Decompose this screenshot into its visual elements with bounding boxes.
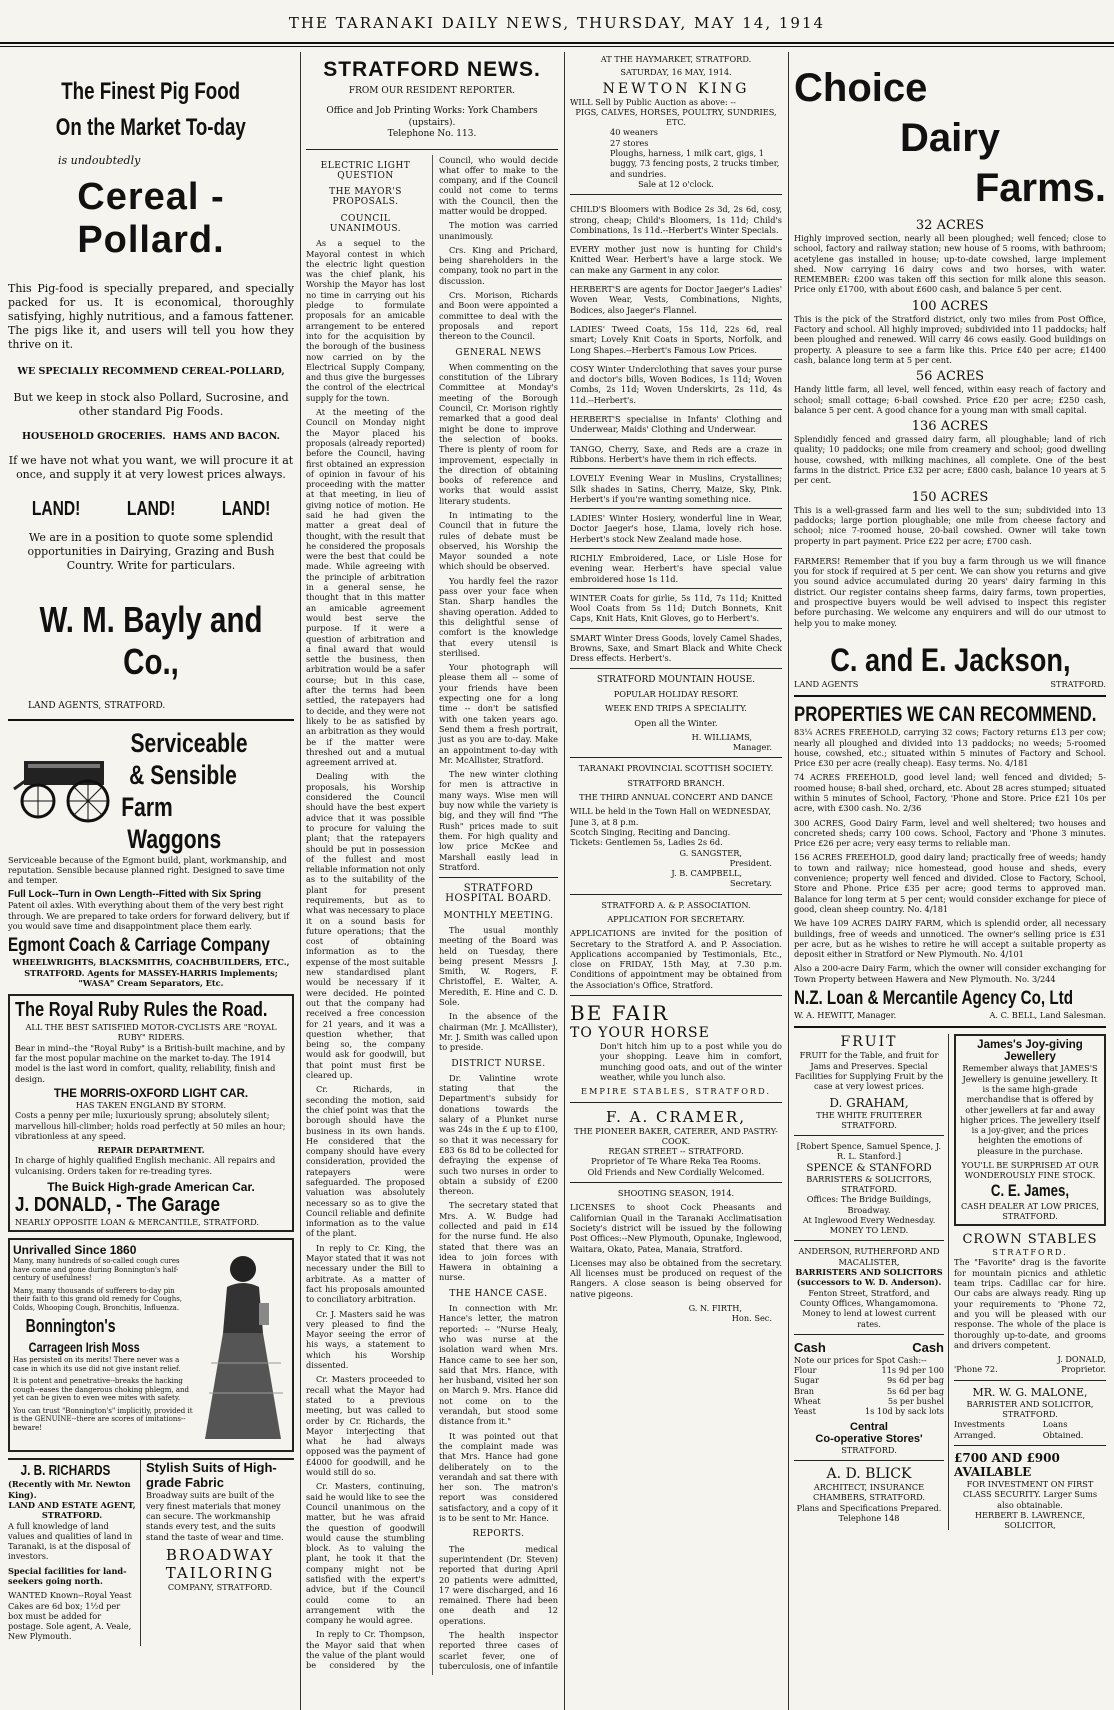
hams-bacon: HAMS AND BACON.: [172, 431, 280, 442]
herbert-ad: HERBERT'S specialise in Infants' Clothing and Underwear, Maids' Clothing and Underwear.: [570, 410, 782, 440]
blick: A. D. BLICK: [826, 1465, 912, 1482]
auction-date: SATURDAY, 16 MAY, 1914.: [620, 67, 732, 78]
pig-food-stock: But we keep in stock also Pollard, Sucrosine, and other standard Pig Foods.: [13, 391, 289, 418]
farms: Farms.: [974, 166, 1106, 210]
pig-food-recommend: WE SPECIALLY RECOMMEND CEREAL-POLLARD,: [17, 366, 285, 377]
crown-proprietor: Proprietor.: [1061, 1364, 1106, 1375]
jackson-stratford: STRATFORD.: [1050, 678, 1106, 689]
cash-left: Cash: [794, 1339, 826, 1355]
mayor-proposals-heading: THE MAYOR'S PROPOSALS.: [329, 187, 402, 208]
weekend-trips: WEEK END TRIPS A SPECIALITY.: [604, 703, 748, 714]
crown-stables: CROWN STABLES: [962, 1232, 1098, 1248]
firth: G. N. FIRTH,: [688, 1303, 742, 1314]
property-listing: 300 ACRES, Good Dairy Farm, level and well sheltered; two houses and concreted sheds; carry 100 cows. School, Factory and 'Phone 3 minutes. Price £26 per acre; very easy terms to reliable man.: [794, 817, 1106, 849]
royal-ruby-body: Bear in mind--the "Royal Ruby" is a British-built machine, and by far the most popular machine on the market to-day. The 1914 model is the last word in comfort, quality, reliability, finish and design.: [15, 1042, 286, 1084]
hospital-board-heading: STRATFORD HOSPITAL BOARD.: [445, 883, 552, 905]
waggons-axles: Patent oil axles. With everything about them of the very best right through. We are prepared to take orders for forward delivery, but if you would save time and disappointment place them early.: [8, 900, 290, 931]
cramer: F. A. CRAMER,: [606, 1107, 746, 1126]
property-listing: 83¼ ACRES FREEHOLD, carrying 32 cows; Factory returns £13 per cow; nearly all ploughed and divided into 13 paddocks; no weeds; 5-roomed house, cowshed, etc.; situated within 5 minutes of Factory and School. Price £30 per acre (really cheap). Easy terms. No. 4/181: [794, 727, 1106, 769]
news-paragraph: Dealing with the proposals, his Worship considered the Council should have the best expert advice that it was possible to procure for valuing the plant; that the ratepayers should be put in possession of the fullest and most reliable information not only as to the suitability of the plant for present requirements, but as to what was necessary to place it on a sound basis for future operations; that the cost of obtaining information as to the expense of the most suitable new standardised plant would be necessary if it were decided. He pointed out that the company had received a free concession for 21 years, and it was a question whether, that being so, the company would ask for goodwill, but that point must first be cleared up.: [306, 771, 425, 1081]
news-paragraph: The new winter clothing for men is attractive in many ways. Wise men will buy now while the variety is big, and they will find "The Rush" prices made to suit them. For high quality and low price McKee and Marshall easily lead in Stratford.: [439, 769, 558, 872]
auction-lots: 40 weaners 27 stores Ploughs, harness, 1 milk cart, gigs, 1 buggy, 73 fencing posts, 2 trucks timber, and sundries.: [610, 127, 780, 179]
fruit-heading: FRUIT: [840, 1034, 898, 1051]
malone-investments: Investments Arranged.: [954, 1419, 1005, 1440]
open-winter: Open all the Winter.: [634, 717, 718, 728]
licenses-2: Licenses may also be obtained from the secretary. All licenses must be produced on request of the Rangers. A close season is being observed for native pigeons.: [570, 1257, 782, 1299]
herbert-ad: LOVELY Evening Wear in Muslins, Crystallines; Silk shades in Satins, Cherry, Maize, Sky, Pink. Herbert's if you're wanting something nice.: [570, 469, 782, 509]
waggon-illustration: [8, 731, 112, 835]
cash-right: Cash: [912, 1339, 944, 1355]
auction-items: PIGS, CALVES, HORSES, POULTRY, SUNDRIES, ETC.: [575, 106, 777, 128]
broadway-tailoring: BROADWAY TAILORING: [165, 1545, 275, 1582]
news-paragraph: In reply to Cr. Thompson, the Mayor said that when the value of the plant would be considered by the Council, who would decide what offer to make to the company, and if the Council could not come to terms with the Council, then the matter would be dropped.: [306, 154, 558, 1671]
crown-donald: J. DONALD,: [1057, 1354, 1106, 1365]
property-listing: We have 109 ACRES DAIRY FARM, which is splendid order, all necessary buildings, free of weeds and unnoticed. The owner's selling price is £31 per acre, but as he wishes to retire he will accept a suitable property as deposit either in Stratford or New Plymouth. No. 4/101: [794, 918, 1106, 960]
herbert-ad: LADIES' Winter Hosiery, wonderful line in Wear, Doctor Jaeger's hose, Llama, lovely rich hose. Herbert's stock New Zealand made hose.: [570, 509, 782, 549]
broadway-company: COMPANY, STRATFORD.: [167, 1581, 273, 1592]
land-heading: LAND!: [31, 498, 80, 520]
fruit-body: FRUIT for the Table, and fruit for Jams and Preserves. Special Facilities for Supplying Fruit by the case at very lowest prices.: [794, 1050, 944, 1092]
third-concert: THE THIRD ANNUAL CONCERT AND DANCE: [579, 792, 773, 803]
regan-street: REGAN STREET -- STRATFORD.: [608, 1146, 744, 1157]
column-advertisements-left: [8, 52, 294, 1710]
newton-body: WILL Sell by Public Auction as above: --: [570, 96, 736, 107]
herbert-ad: WINTER Coats for girlie, 5s 11d, 7s 11d; Knitted Wool Coats from 5s 11d; Dutch Bonnets, Knit Caps, Knit Hats, Knit Gloves, go to Herbert's.: [570, 589, 782, 629]
haymarket: AT THE HAYMARKET, STRATFORD.: [600, 54, 752, 64]
malone-loans: Loans Obtained.: [1042, 1419, 1084, 1440]
price-row: Bran 5s 6d per bag: [794, 1385, 944, 1396]
pioneer-baker: THE PIONEER BAKER, CATERER, AND PASTRY-COOK.: [574, 1125, 778, 1146]
bottom-ads: [8, 1458, 294, 1645]
herbert-ad: COSY Winter Underclothing that saves your purse and doctor's bills, Woven Bodices, 1s 11d; Woven Combs, 2s 11d; Woven Underskirts, 2s 11d, 4s 11d.--Herbert's.: [570, 360, 782, 410]
bonnington-body-1: Many, many hundreds of so-called cough cures have come and gone during Bonnington's half-century of usefulness!: [13, 1257, 180, 1283]
news-paragraph: The motion was carried unanimously.: [439, 220, 558, 241]
acres-heading: 150 ACRES: [911, 489, 989, 505]
royal-ruby-sub: ALL THE BEST SATISFIED MOTOR-CYCLISTS ARE "ROYAL RUBY" RIDERS.: [25, 1022, 277, 1043]
pig-food-body: This Pig-food is specially prepared, and specially packed for us. It is economical, thoroughly satisfying, highly nutritious, and a famous fattener. The pigs like it, and users will tell you how they thrive on it.: [8, 282, 294, 351]
newton-king: NEWTON KING: [602, 80, 750, 97]
anderson: ANDERSON, RUTHERFORD AND MACALISTER,: [798, 1246, 940, 1267]
acres-body: Splendidly fenced and grassed dairy farm, all ploughable; land of rich quality; 10 paddocks; one mile from creamery and school; good dwelling house, cowshed, with milking machines, all complete. One of the best farms in the district. Price £32 per acre; £800 cash, balance 10 years at 5 per cent.: [794, 434, 1106, 486]
unrivalled: Unrivalled Since 1860: [13, 1243, 137, 1258]
acres-body: Highly improved section, nearly all been ploughed; well fenced; close to school, factory and railway station; new house of 5 rooms, with bathroom; acetylene gas installed in house; up-to-date cowshed, large implement shed. Now carrying 16 dairy cows and two horses, with water. REMEMBER: £200 was taken off this section for milk alone this season. Price only £1700, with about £600 cash, and balance 5 per cent.: [794, 233, 1106, 295]
acres-body: This is a well-grassed farm and lies well to the sun; subdivided into 13 paddocks; large portion ploughable; one mile from cheese factory and school; nice 7-roomed house, 20-bail cowshed. Owner will take town property in part payment. Price £22 per acre; £700 cash.: [794, 504, 1106, 546]
news-paragraph: In reply to Cr. King, the Mayor stated that it was not necessary under the Bill to arbitrate. As a matter of fact his proposals amounted to conciliatory arbitration.: [306, 1242, 425, 1305]
acres-heading: 32 ACRES: [915, 218, 985, 233]
anderson-offices: Fenton Street, Stratford, and County Offices, Whangamomona. Money to lend at lowest current rates.: [799, 1287, 939, 1329]
empire-stables: EMPIRE STABLES, STRATFORD.: [581, 1086, 771, 1097]
land-body: We are in a position to quote some splendid opportunities in Dairying, Grazing and Bush Country. Write for particulars.: [27, 531, 275, 572]
cereal-pollard: Cereal - Pollard.: [77, 176, 225, 261]
news-paragraph: As a sequel to the Mayoral contest in which the electric light question was the chief plank, his Worship the Mayor has lost no time in carrying out his pledge to formulate proposals for an amicable arrangement to be entered into for the acquisition by the borough of the business now carried on by the Electrical Supply Company, and thus give the burgesses the control of the electrical supply for the town.: [306, 238, 425, 403]
application-secretary: APPLICATION FOR SECRETARY.: [607, 914, 745, 924]
land-heading: LAND!: [126, 498, 176, 520]
news-paragraph: Cr. Richards, in seconding the motion, said the chief point was that the borough should have the business in its own hands. He considered that the company should have every consideration, provided the ratepayers were safeguarded. The proposed valuation was absolutely necessary so as to give the Council reliable and definite information as to the value of the plant.: [306, 1084, 425, 1239]
spence-stanford: SPENCE & STANFORD: [806, 1161, 932, 1174]
to-your-horse: TO YOUR HORSE: [570, 1025, 710, 1042]
news-paragraph: Cr. J. Masters said he was very pleased to find the Mayor seeing the error of his ways, a statement to which his Worship dissented.: [306, 1308, 425, 1371]
waggons-line-3: Farm: [121, 791, 173, 822]
ap-body: APPLICATIONS are invited for the position of Secretary to the Stratford A. and P. Association. Applications accompanied by Testimonials, Etc., close on FRIDAY, 15th May, at 7.30 p.m. Conditions of appointment may be obtained from the Association's Office, Stratford.: [570, 928, 782, 990]
williams-manager: Manager.: [732, 742, 772, 753]
richards-special: Special facilities for land-seekers going north.: [8, 1565, 127, 1586]
news-paragraph: The secretary stated that Mrs. A. W. Budge had collected and paid in £14 for the nurse fund. He also stated that there was an idea to join forces with Hawera in obtaining a nurse.: [439, 1200, 558, 1283]
stratford-news-from: FROM OUR RESIDENT REPORTER.: [348, 86, 516, 96]
williams: H. WILLIAMS,: [691, 731, 752, 742]
waggons-line-1: Serviceable: [130, 727, 248, 758]
campbell-title: Secretary.: [729, 878, 772, 889]
price-row: Sugar 9s 6d per bag: [794, 1375, 944, 1386]
investment-security: FOR INVESTMENT ON FIRST CLASS SECURITY. Larger Sums also obtainable.: [962, 1478, 1098, 1510]
column-divider: [564, 52, 565, 1710]
sangster-title: President.: [729, 857, 772, 868]
nz-loan: N.Z. Loan & Mercantile Agency Co, Ltd: [794, 988, 1073, 1010]
bonnington-body-2: Many, many thousands of sufferers to-day pin their faith to this grand old remedy for Coughs, Colds, Whooping Cough, Bronchitis, Influenza.: [13, 1286, 183, 1312]
bonnington-body-5: You can trust "Bonnington's" implicitly, provided it is the GENUINE--there are scores of imitations--beware!: [13, 1406, 193, 1432]
licenses: LICENSES to shoot Cock Pheasants and Californian Quail in the Taranaki Acclimatisation Society's district will be issued by the following Post Offices:--New Plymouth, Opunake, Inglewood, Waitara, Okato, Patea, Manaia, Stratford.: [570, 1202, 782, 1254]
bonnington-body-3: Has persisted on its merits! There never was a case in which its use did not give instant relief.: [13, 1356, 181, 1373]
column-farms: [794, 52, 1106, 1710]
waggons-ad: [8, 727, 294, 855]
waggons-line-2: & Sensible: [129, 759, 237, 790]
richards-name: J. B. RICHARDS: [20, 1462, 111, 1480]
properties-list: [794, 727, 1106, 984]
old-friends: Old Friends and New Cordially Welcomed.: [587, 1166, 765, 1177]
bayly-land-agents: LAND AGENTS, STRATFORD.: [28, 701, 166, 711]
properties-heading: PROPERTIES WE CAN RECOMMEND.: [794, 703, 1097, 727]
top-rule-thin: [0, 46, 1114, 47]
central-stratford: STRATFORD.: [841, 1444, 897, 1455]
news-paragraph: The medical superintendent (Dr. Steven) reported that during April 20 patients were admitted, 17 were discharged, and 16 remained. There had been one death and 12 operations.: [439, 1543, 558, 1626]
pig-food-subtitle: On the Market To-day: [55, 114, 247, 141]
top-rule: [0, 42, 1114, 44]
news-paragraph: In the absence of the chairman (Mr. J. McAllister), Mr. J. Smith was called upon to preside.: [439, 1011, 558, 1053]
mountain-house: STRATFORD MOUNTAIN HOUSE.: [596, 674, 756, 685]
wanted-yeast: WANTED Known--Royal Yeast Cakes are 6d box; 1½d per box must be added for postage. Sole agent, A. Veale, New Plymouth.: [8, 1590, 132, 1642]
james-sub: CASH DEALER AT LOW PRICES, STRATFORD.: [961, 1200, 1099, 1221]
district-nurse-heading: DISTRICT NURSE.: [451, 1058, 546, 1069]
electric-light-heading: ELECTRIC LIGHT QUESTION: [320, 160, 411, 181]
jackson-name: C. and E. Jackson,: [829, 641, 1071, 678]
acres-heading: 100 ACRES: [911, 298, 989, 314]
choice: Choice: [794, 66, 928, 110]
herbert-ad: RICHLY Embroidered, Lace, or Lisle Hose for evening wear. Herbert's have special value embroidered hose 1s 11d.: [570, 549, 782, 589]
ap-association: STRATFORD A. & P. ASSOCIATION.: [601, 899, 751, 910]
price-list: [794, 1365, 944, 1416]
property-listing: Also a 200-acre Dairy Farm, which the owner will consider exchanging for Town Property between Hawera and New Plymouth. No. 3/244: [794, 963, 1106, 984]
royal-ruby-title: The Royal Ruby Rules the Road.: [15, 999, 268, 1022]
egmont-wheelwrights: WHEELWRIGHTS, BLACKSMITHS, COACHBUILDERS, ETC., STRATFORD. Agents for MASSEY-HARRIS Implements; "WASA" Cream Separators, Etc.: [12, 957, 290, 988]
column-divider: [300, 52, 301, 1710]
be-fair: BE FAIR: [570, 1001, 670, 1026]
holiday-resort: POPULAR HOLIDAY RESORT.: [613, 688, 739, 699]
monthly-meeting-heading: MONTHLY MEETING.: [443, 910, 554, 921]
news-paragraph: Your photograph will please them all -- some of your friends have been expecting one for a long time -- don't be satisfied with one taken years ago. Send them a fresh portrait, just as you are to-day. Make an appointment to-day with Mr. McAllister, Stratford.: [439, 662, 558, 765]
news-paragraph: In connection with Mr. Hance's letter, the matron reported: -- "Nurse Healy, who was nurse at the isolation ward when Mrs. Hance came to see her son, said that Mrs. Hance, with her husband, visited her son on March 9. Mrs. Hance did not come on to the verandah, but stood some distance from it.": [439, 1303, 558, 1427]
firth-title: Hon. Sec.: [731, 1313, 772, 1324]
jewellery-surprised: YOU'LL BE SURPRISED AT OUR WONDEROUSLY FINE STOCK.: [961, 1160, 1099, 1181]
news-paragraph: When commenting on the constitution of the Library Committee at Monday's meeting of the Borough Council, Cr. Morison rightly remarked that a good deal might be done to improve the selection of books. There is plenty of room for improvement, especially in the direction of obtaining books of reference and works that would assist literary students.: [439, 361, 558, 506]
news-paragraph: Crs. Morison, Richards and Boon were appointed a committee to deal with the proposals and report thereon to the Council.: [439, 290, 558, 342]
bayly-name: W. M. Bayly and Co.,: [39, 599, 263, 682]
column-notices: [570, 52, 782, 1710]
repair-body: In charge of highly qualified English mechanic. All repairs and vulcanising. Orders taken for re-treading tyres.: [15, 1155, 276, 1176]
spence-names: [Robert Spence, Samuel Spence, J. R. L. Stanford.]: [796, 1141, 942, 1162]
general-news-heading: GENERAL NEWS: [455, 347, 542, 358]
acres-body: This is the pick of the Stratford district, only two miles from Post Office, Factory and school. All highly improved; subdivided into 11 paddocks; half been ploughed and renewed. Will carry 46 cows easily. Good buildings on property. A pleasure to see a farm like this. Price £40 per acre; £1400 cash, balance long term at 5 per cent.: [794, 313, 1106, 365]
hewitt: W. A. HEWITT, Manager.: [794, 1010, 897, 1021]
dairy: Dairy: [899, 116, 1001, 160]
donald-garage: J. DONALD, - The Garage: [15, 1194, 220, 1217]
woman-illustration: [197, 1243, 289, 1447]
pounds-available: £700 AND £900 AVAILABLE: [954, 1450, 1060, 1479]
graham: D. GRAHAM,: [829, 1095, 909, 1110]
waggons-line-4: Waggons: [127, 823, 222, 854]
morris-sub: HAS TAKEN ENGLAND BY STORM.: [75, 1099, 227, 1110]
carrageen: Carrageen Irish Moss: [28, 1339, 140, 1356]
procure-text: If we have not what you want, we will procure it at once, and supply it at very lowest prices always.: [8, 454, 294, 481]
news-paragraph: Cr. Masters, continuing, said he would like to see the Council unanimous on the matter, but he was afraid the question of goodwill would cause the stumbling block. As to valuing the plant, he took it that the company might not be satisfied with the expert's advice, but if the Council could come to an arrangement with the company he would agree.: [306, 1481, 425, 1626]
malone-sub: BARRISTER AND SOLICITOR, STRATFORD.: [966, 1398, 1094, 1420]
cooperative-stores: Co-operative Stores': [815, 1432, 923, 1445]
pig-food-is: is undoubtedly: [58, 154, 141, 167]
donald-address: NEARLY OPPOSITE LOAN & MERCANTILE, STRATFORD.: [15, 1217, 259, 1228]
jewellery-ad: [954, 1034, 1106, 1226]
news-paragraph: The usual monthly meeting of the Board was held on Tuesday, there being present Messrs J. Smith, W. Rogers, F. Christoffel, E. Walter, A. Meredith, E. Hine and C. D. Sole.: [439, 924, 558, 1008]
news-columns: [306, 155, 558, 1675]
spot-cash: Note our prices for Spot Cash:--: [794, 1354, 927, 1365]
stratford-news-title: STRATFORD NEWS.: [323, 58, 541, 81]
concert-program: Scotch Singing, Reciting and Dancing.: [570, 826, 731, 837]
lawrence: HERBERT B. LAWRENCE, SOLICITOR,: [974, 1509, 1086, 1531]
royal-ruby-ad: [8, 994, 294, 1232]
herbert-ad: TANGO, Cherry, Saxe, and Reds are a craze in Ribbons. Herbert's have them in rich effects.: [570, 440, 782, 470]
bottom-right-ads: [794, 1034, 1106, 1530]
concert-tickets: Tickets: Gentlemen 5s, Ladies 2s 6d.: [570, 837, 723, 848]
spence-inglewood: At Inglewood Every Wednesday. MONEY TO LEND.: [802, 1214, 936, 1236]
scottish-society: TARANAKI PROVINCIAL SCOTTISH SOCIETY.: [578, 763, 774, 774]
crown-stratford: STRATFORD.: [992, 1247, 1068, 1258]
blick-plans: Plans and Specifications Prepared. Telephone 148: [796, 1502, 942, 1523]
jackson-land-agents: LAND AGENTS: [794, 678, 859, 689]
sangster: G. SANGSTER,: [679, 847, 742, 858]
news-paragraph: In intimating to the Council that in future the rules of debate must be observed, his Worship the Mayor sounded a note which should be observed.: [439, 510, 558, 572]
bonnington-body-4: It is potent and penetrative--breaks the hacking cough--eases the dangerous choking phlegm, and yet can be given to even wee mites with safety.: [13, 1377, 190, 1403]
herbert-ad: SMART Winter Dress Goods, lovely Camel Shades, Browns, Saxe, and Smart Black and White Check Dress effects. Herbert's.: [570, 629, 782, 669]
malone: MR. W. G. MALONE,: [972, 1385, 1088, 1399]
price-row: Wheat 5s per bushel: [794, 1396, 944, 1407]
news-paragraph: The health inspector reported three cases of scarlet fever, one of tuberculosis, one of infantile: [439, 1629, 558, 1671]
central: Central: [850, 1420, 888, 1433]
telephone-number: Telephone No. 113.: [387, 129, 477, 139]
household-groceries: HOUSEHOLD GROCERIES.: [22, 431, 166, 442]
herbert-ad: HERBERT'S are agents for Doctor Jaeger's Ladies' Woven Wear, Vests, Combinations, Nights, Bodices, also Jaeger's Flannel.: [570, 280, 782, 320]
morris-body: Costs a penny per mile; luxuriously sprung; absolutely silent; marvellous hill-climber; holds road perfectly at 50 miles an hour; vibrationless at any speed.: [15, 1110, 286, 1141]
campbell: J. B. CAMPBELL,: [671, 868, 742, 879]
auction-sale-time: Sale at 12 o'clock.: [638, 178, 714, 189]
news-paragraph: Crs. King and Prichard, being shareholders in the company, took no part in the discussion.: [439, 244, 558, 286]
pig-food-title: The Finest Pig Food: [61, 78, 241, 105]
bell: A. C. BELL, Land Salesman.: [989, 1010, 1106, 1021]
horse-body: Don't hitch him up to a post while you do your shopping. Leave him in comfort, munching good oats, and out of the winter weather, while you lunch also.: [600, 1041, 782, 1082]
egmont-coach: Egmont Coach & Carriage Company: [8, 935, 270, 957]
hance-case-heading: THE HANCE CASE.: [449, 1288, 548, 1299]
white-fruiterer: THE WHITE FRUITERER STRATFORD.: [816, 1109, 922, 1130]
herberts-ads: [570, 200, 782, 668]
news-paragraph: Dr. Valintine wrote stating that the Department's subsidy for donations towards the salary of a Plunket nurse was 24s in the £ up to £100, so that it was necessary for £83 6s 8d to be collected for defraying the expense of such two nurses in order to obtain a subsidy of £200 thereon.: [439, 1072, 558, 1197]
land-heading: LAND!: [222, 498, 271, 520]
richards-sub: (Recently with Mr. Newton King).: [8, 1479, 131, 1500]
herbert-ad: EVERY mother just now is hunting for Child's Knitted Wear. Herbert's have a large stock. We can make any Garment in any color.: [570, 240, 782, 280]
stylish-suits: Stylish Suits of High-grade Fabric: [146, 1460, 277, 1491]
richards-body: A full knowledge of land values and qualities of land in Taranaki, is at the disposal of investors.: [8, 1520, 133, 1562]
richards-agent: LAND AND ESTATE AGENT, STRATFORD.: [8, 1499, 136, 1521]
news-paragraph: It was pointed out that the complaint made was that Mrs. Hance had gone deliberately on to the verandah and sat there with her son. The matron's report was considered satisfactory, and a copy of it is to be sent to Mr. Hance.: [439, 1430, 558, 1524]
column-divider: [788, 52, 789, 1710]
spence-offices: Offices: The Bridge Buildings, Broadway.: [806, 1194, 932, 1215]
full-lock: Full Lock--Turn in Own Length--Fitted with Six Spring: [8, 889, 262, 901]
acres-heading: 136 ACRES: [911, 419, 989, 435]
shooting-season: SHOOTING SEASON, 1914.: [617, 1188, 735, 1199]
price-row: Flour 11s 9d per 100: [794, 1365, 944, 1376]
anderson-sub: BARRISTERS AND SOLICITORS (successors to W. D. Anderson).: [795, 1267, 943, 1288]
buick: The Buick High-grade American Car.: [47, 1180, 255, 1195]
acres-body: Handy little farm, all level, well fenced, within easy reach of factory and school; small cottage; 6-bail cowshed. Price £20 per acre; £250 cash, balance 5 per cent. A good chance for a young man with small capital.: [794, 384, 1106, 415]
blick-architect: ARCHITECT, INSURANCE CHAMBERS, STRATFORD.: [813, 1481, 925, 1503]
bonnington-ad: [8, 1238, 294, 1452]
spence-barristers: BARRISTERS & SOLICITORS, STRATFORD.: [806, 1173, 932, 1194]
price-row: Yeast 1s 10d by sack lots: [794, 1406, 944, 1417]
james-name: C. E. James,: [990, 1180, 1070, 1200]
stratford-branch: STRATFORD BRANCH.: [627, 777, 725, 788]
crown-phone: 'Phone 72.: [954, 1364, 998, 1375]
jewellery-body: Remember always that JAMES'S Jewellery is genuine jewellery. It is the same high-grade merchandise that is offered by other jewellers at far and away higher prices. The jewellery itself is a joy-giver, and the prices heighten the emotions of pleasure in the purchase.: [960, 1063, 1100, 1156]
news-paragraph: You hardly feel the razor pass over your face when Stan. Sharp handles the shaving operation. Added to this delightful sense of comfort is the knowledge that every utensil is sterilised.: [439, 575, 558, 658]
bonnington-name: Bonnington's: [25, 1316, 116, 1337]
masthead: THE TARANAKI DAILY NEWS, THURSDAY, MAY 14, 1914: [288, 14, 826, 32]
farmers-note: FARMERS! Remember that if you buy a farm through us we will finance you for stock if required at 5 per cent. We can show you returns and give you sound advice accumulated during 20 years' dairy farming in this district. Our register contains sheep farms, dairy farms, town properties, and prospective buyers would be well advised to inspect this register before purchasing. We welcome any enquirers and will do our utmost to help you to make money.: [794, 555, 1106, 628]
crown-body: The "Favorite" drag is the favorite for mountain picnics and athletic team trips. Cadillac car for hire. Our cabs are always ready. Ring up your requirements to 'Phone 72, and you will be pleased with our response. The whole of the place is thoroughly up-to-date, and grooms and drivers competent.: [954, 1257, 1106, 1350]
tea-rooms: Proprietor of Te Whare Reka Tea Rooms.: [591, 1156, 761, 1167]
herbert-ad: LADIES' Tweed Coats, 15s 11d, 22s 6d, real smart; Lovely Knit Coats in Sports, Norfolk, and Long Shapes.--Herbert's Famous Low Prices.: [570, 320, 782, 360]
morris-title: THE MORRIS-OXFORD LIGHT CAR.: [53, 1087, 249, 1100]
property-listing: 74 ACRES FREEHOLD, good level land; well fenced and divided; 5-roomed house; 8-bail shed, orchard, etc. About 28 acres stumped; situated within 5 minutes of School, Factory, 'Phone and Store. Price £21 10s per acre, with £300 cash. No. 2/36: [794, 772, 1106, 814]
concert-held: WILL be held in the Town Hall on WEDNESDAY, June 3, at 8 p.m.: [570, 806, 772, 827]
office-address: Office and Job Printing Works: York Chambers (upstairs).: [326, 106, 538, 128]
repair-title: REPAIR DEPARTMENT.: [97, 1145, 205, 1156]
news-paragraph: Cr. Masters proceeded to recall what the Mayor had stated to a previous meeting, but was called to order by Cr. Richards, the Mayor interjecting that what he had always opposed was the payment of £4000 for goodwill, and he would still do so.: [306, 1374, 425, 1478]
column-stratford-news: [306, 52, 558, 1710]
news-paragraph: At the meeting of the Council on Monday night the Mayor placed his proposals (already reported) before the Council, having first obtained an expression of opinion in favour of his proceeding with the matter at that meeting, in lieu of giving notice of motion. He said he had given the matter a great deal of thought, with the result that he considered the proposals were the best that could be made. While agreeing with the principle of arbitration in a general sense, he thought that in this matter an amicable agreement would best serve the purpose. If it were a question of arbitration and a final award that would settle the business, then arbitration would be a safer course; but in this case, after the terms had been settled, the ratepayers had to decide, and they were not likely to be as satisfied by an arbitration as they would be if the matter were threshed out and a mutual agreement arrived at.: [306, 407, 425, 768]
herbert-ad: CHILD'S Bloomers with Bodice 2s 3d, 2s 6d, cosy, strong, cheap; Child's Bloomers, 1s 11d; Child's Combinations, 1s 11d.--Herbert's Winter Specials.: [570, 200, 782, 240]
property-listing: 156 ACRES FREEHOLD, good dairy land; practically free of weeds; handy to town and railway; nice homestead, good house and sheds, every convenience; property well fenced and divided. Close to Factory, School, Store and Phone. Price £35 per acre; good terms to approved man. Balance for long term at 5 per cent; would consider exchange for piece of good, clean sheep country. No. 4/181: [794, 852, 1106, 914]
stylish-body: Broadway suits are built of the very finest materials that money can secure. The workmanship stands every test, and the suits stand the taste of wear and time.: [146, 1490, 284, 1542]
jewellery-title: James's Joy-giving Jewellery: [977, 1039, 1083, 1064]
reports-heading: REPORTS.: [472, 1529, 525, 1540]
council-unanimous-heading: COUNCIL UNANIMOUS.: [329, 213, 402, 234]
acres-heading: 56 ACRES: [915, 369, 985, 385]
waggons-body: Serviceable because of the Egmont build, plant, workmanship, and reputation. Sensible because planned right. Designed to save time and temper.: [8, 854, 287, 886]
